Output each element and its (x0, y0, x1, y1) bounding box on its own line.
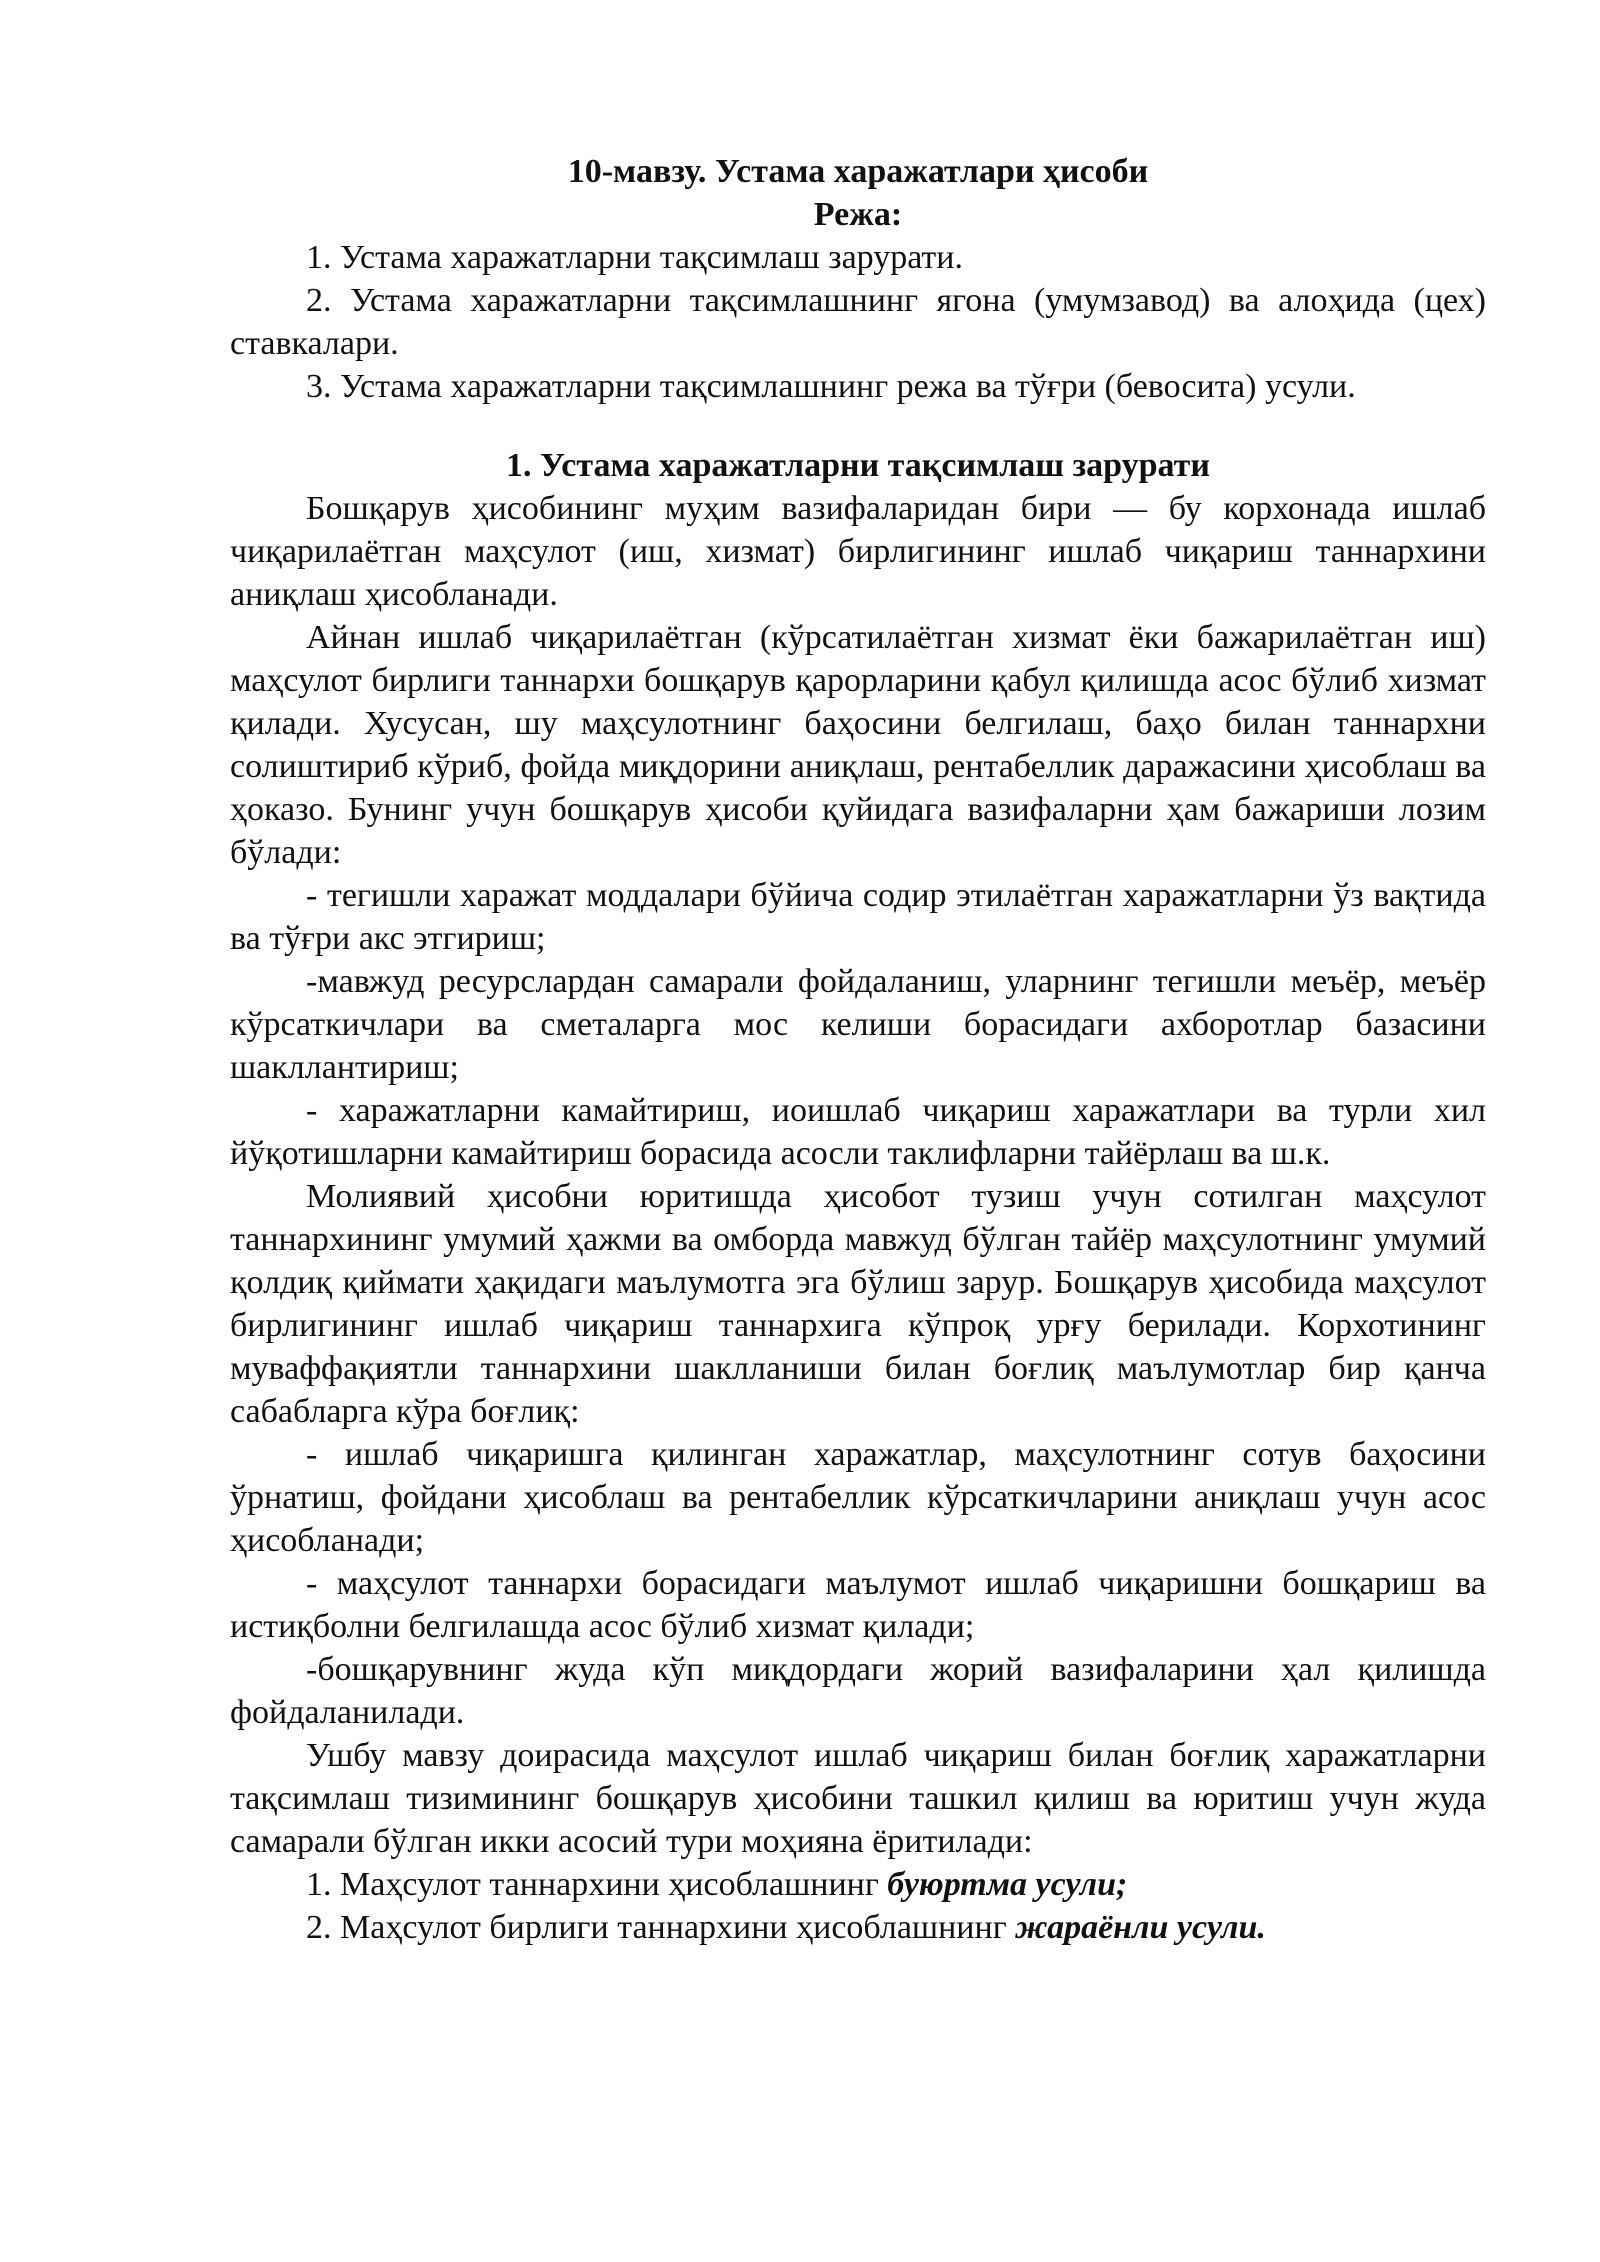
plan-item-2: 2. Устама харажатларни тақсимлашнинг ягона (умумзавод) ва алоҳида (цех) ставкалари. (230, 282, 1486, 362)
method-1-text: 1. Маҳсулот таннархини ҳисоблашнинг (306, 1866, 888, 1903)
paragraph-3: Молиявий ҳисобни юритишда ҳисобот тузиш учун сотилган маҳсулот таннархининг умумий ҳажми ва омборда мавжуд бўлган тайёр маҳсулотнинг умумий қолдиқ қиймати ҳақидаги маълумотга эга бўлиш зарур. Бошқарув ҳисобида маҳсулот бирлигининг ишлаб чиқариш таннархига кўпроқ урғу берилади. Корхотининг муваффақиятли таннархини шаклланиши билан боғлиқ маълумотлар бир қанча сабабларга кўра боғлиқ: (230, 1178, 1486, 1430)
method-2-emphasis: жараёнли усули. (1015, 1909, 1266, 1946)
list-item-cost-reduction: - харажатларни камайтириш, иоишлаб чиқариш харажатлари ва турли хил йўқотишларни камайтириш борасида асосли таклифларни тайёрлаш ва ш.к. (230, 1092, 1486, 1172)
document-page (230, 150, 1486, 1949)
plan-item-1: 1. Устама харажатларни тақсимлаш зарурати. (306, 239, 963, 276)
list-item-resources: -мавжуд ресурслардан самарали фойдаланиш, уларнинг тегишли меъёр, меъёр кўрсаткичлари ва сметаларга мос келиши борасидаги ахборотлар базасини шакллантириш; (230, 963, 1486, 1086)
plan-heading: Режа: (813, 196, 903, 233)
section-title: 1. Устама харажатларни тақсимлаш зарурати (506, 447, 1210, 484)
list-item-management: - маҳсулот таннархи борасидаги маълумот ишлаб чиқаришни бошқариш ва истиқболни белгилашда асос бўлиб хизмат қилади; (230, 1565, 1486, 1645)
document-title: 10-мавзу. Устама харажатлари ҳисоби (567, 153, 1149, 190)
paragraph-2: Айнан ишлаб чиқарилаётган (кўрсатилаётган хизмат ёки бажарилаётган иш) маҳсулот бирлиги таннархи бошқарув қарорларини қабул қилишда асос бўлиб хизмат қилади. Хусусан, шу маҳсулотнинг баҳосини белгилаш, баҳо билан таннархни солиштириб кўриб, фойда миқдорини аниқлаш, рентабеллик даражасини ҳисоблаш ва ҳоказо. Бунинг учун бошқарув ҳисоби қуйидага вазифаларни ҳам бажариши лозим бўлади: (230, 619, 1486, 871)
method-item-2 (230, 1906, 1486, 1949)
method-2-text: 2. Маҳсулот бирлиги таннархини ҳисоблашнинг (306, 1909, 1016, 1946)
paragraph-4: Ушбу мавзу доирасида маҳсулот ишлаб чиқариш билан боғлиқ харажатларни тақсимлаш тизимининг бошқарув ҳисобини ташкил қилиш ва юритиш учун жуда самарали бўлган икки асосий тури моҳияна ёритилади: (230, 1737, 1486, 1860)
list-item-tasks: -бошқарувнинг жуда кўп миқдордаги жорий вазифаларини ҳал қилишда фойдаланилади. (230, 1651, 1486, 1731)
method-item-1 (230, 1863, 1486, 1906)
plan-item-3: 3. Устама харажатларни тақсимлашнинг режа ва тўғри (бевосита) усули. (306, 368, 1356, 405)
list-item-pricing: - ишлаб чиқаришга қилинган харажатлар, маҳсулотнинг сотув баҳосини ўрнатиш, фойдани ҳисоблаш ва рентабеллик кўрсаткичларини аниқлаш учун асос ҳисобланади; (230, 1436, 1486, 1559)
paragraph-1: Бошқарув ҳисобининг муҳим вазифаларидан бири — бу корхонада ишлаб чиқарилаётган маҳсулот (иш, хизмат) бирлигининг ишлаб чиқариш таннархини аниқлаш ҳисобланади. (230, 490, 1486, 613)
method-1-emphasis: буюртма усули; (887, 1866, 1128, 1903)
list-item-accounting: - тегишли харажат моддалари бўйича содир этилаётган харажатларни ўз вақтида ва тўғри акс этгириш; (230, 877, 1486, 957)
